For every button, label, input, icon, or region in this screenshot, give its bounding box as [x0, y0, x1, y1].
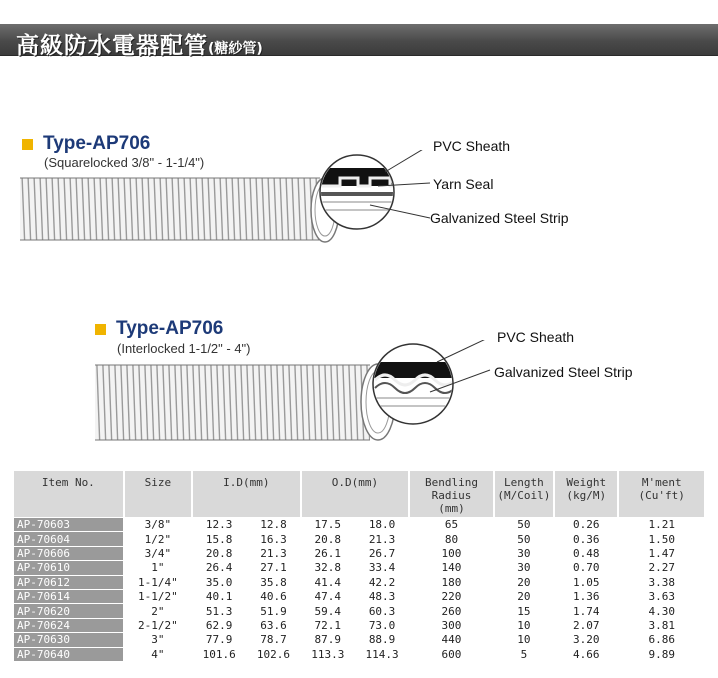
cell-measurement: 1.50 — [648, 532, 675, 546]
cell-id-min: 26.4 — [205, 561, 233, 575]
len-line-2: (M/Coil) — [497, 489, 551, 502]
spec-table — [12, 470, 706, 662]
callout-pvc-sheath-1: PVC Sheath — [433, 138, 511, 154]
cell-weight: 1.74 — [572, 604, 600, 618]
cell-od-max: 114.3 — [365, 647, 399, 661]
cell-id-max: 21.3 — [260, 546, 287, 560]
bend-line-1: Bendling — [424, 476, 478, 489]
cell-od-max: 33.4 — [368, 561, 396, 575]
col-header-od: O.D(mm) — [302, 471, 409, 517]
wt-line-1: Weight — [566, 476, 607, 489]
cell-measurement: 6.86 — [648, 633, 675, 647]
cell-od-min: 113.3 — [311, 647, 345, 661]
bullet-square-icon — [95, 324, 106, 335]
cell-measurement: 4.30 — [648, 604, 675, 618]
cell-weight: 1.05 — [572, 575, 600, 589]
table-row — [14, 633, 704, 646]
cell-size: 1-1/2" — [137, 590, 178, 604]
type-title-1: Type-AP706 — [43, 133, 151, 154]
cell-od-min: 26.1 — [314, 546, 342, 560]
bullet-square-icon — [22, 139, 33, 150]
cell-length: 30 — [517, 561, 531, 575]
page-subtitle: (糖紗管) — [208, 41, 263, 57]
cell-length: 15 — [517, 604, 531, 618]
type-title-2: Type-AP706 — [116, 318, 224, 339]
cell-measurement: 3.38 — [648, 575, 675, 589]
cell-weight: 0.48 — [572, 546, 600, 560]
cell-item-no: AP-70630 — [14, 633, 123, 646]
mm-line-1: M'ment — [641, 476, 682, 489]
cell-id-min: 12.3 — [205, 518, 233, 532]
cell-bending-radius: 300 — [441, 618, 462, 632]
cell-id-min: 77.9 — [205, 633, 233, 647]
cell-id-max: 102.6 — [256, 647, 291, 661]
cell-weight: 3.20 — [572, 633, 600, 647]
cell-item-no: AP-70624 — [14, 619, 123, 632]
cell-item-no: AP-70604 — [14, 532, 123, 545]
type-desc-2: (Interlocked 1-1/2" - 4") — [117, 341, 251, 356]
cell-size: 3" — [151, 633, 165, 647]
cell-bending-radius: 440 — [441, 633, 462, 647]
cell-bending-radius: 220 — [441, 590, 462, 604]
cell-id-min: 62.9 — [205, 618, 233, 632]
cell-length: 10 — [517, 618, 531, 632]
col-header-item: Item No. — [14, 471, 123, 517]
cell-id-max: 12.8 — [260, 518, 287, 532]
callout-pvc-sheath-2: PVC Sheath — [497, 329, 575, 345]
cell-size: 3/8" — [144, 518, 172, 532]
cell-od-max: 21.3 — [368, 532, 396, 546]
cell-size: 2" — [151, 604, 165, 618]
type-desc-1: (Squarelocked 3/8" - 1-1/4") — [44, 155, 205, 170]
cell-length: 10 — [517, 633, 531, 647]
spec-table-body — [14, 518, 704, 661]
table-header-row — [14, 471, 704, 517]
mm-line-2: (Cu'ft) — [638, 489, 685, 502]
cell-size: 1" — [151, 561, 165, 575]
table-row — [14, 561, 704, 574]
type-heading-2 — [95, 318, 223, 340]
cell-id-min: 40.1 — [205, 590, 233, 604]
cell-od-min: 20.8 — [314, 532, 342, 546]
cell-id-min: 101.6 — [202, 647, 236, 661]
col-header-weight — [555, 471, 617, 517]
cell-item-no: AP-70612 — [14, 576, 123, 589]
table-row — [14, 576, 704, 589]
cell-od-max: 88.9 — [368, 633, 396, 647]
cell-bending-radius: 180 — [441, 575, 462, 589]
cell-length: 50 — [517, 518, 531, 532]
cell-item-no: AP-70606 — [14, 547, 123, 560]
cell-length: 20 — [517, 575, 531, 589]
callout-steel-strip-1: Galvanized Steel Strip — [430, 210, 569, 226]
cell-measurement: 9.89 — [648, 647, 675, 661]
cell-id-min: 20.8 — [205, 546, 233, 560]
cell-id-min: 51.3 — [205, 604, 233, 618]
cell-od-max: 26.7 — [368, 546, 396, 560]
cell-id-max: 40.6 — [260, 590, 287, 604]
cell-size: 3/4" — [144, 546, 172, 560]
cell-length: 20 — [517, 590, 531, 604]
cell-od-max: 48.3 — [368, 590, 396, 604]
col-header-bending-radius — [410, 471, 492, 517]
page-title-text: 高級防水電器配管 — [16, 33, 208, 59]
cell-weight: 0.36 — [572, 532, 600, 546]
cell-measurement: 1.47 — [648, 546, 675, 560]
cell-bending-radius: 100 — [441, 546, 462, 560]
cell-length: 5 — [520, 647, 528, 661]
cell-id-min: 35.0 — [205, 575, 233, 589]
cell-bending-radius: 600 — [441, 647, 462, 661]
pipe-diagram-interlocked — [95, 340, 575, 450]
header-bar — [0, 24, 718, 59]
cell-size: 4" — [151, 647, 165, 661]
cell-od-max: 42.2 — [368, 575, 396, 589]
cell-bending-radius: 80 — [444, 532, 459, 546]
col-header-length — [495, 471, 553, 517]
cell-od-max: 18.0 — [368, 518, 396, 532]
table-row — [14, 648, 704, 661]
table-row — [14, 604, 704, 617]
cell-weight: 4.66 — [572, 647, 600, 661]
cell-bending-radius: 260 — [441, 604, 462, 618]
cell-weight: 1.36 — [572, 590, 600, 604]
callout-steel-strip-2: Galvanized Steel Strip — [494, 364, 633, 380]
cell-id-max: 78.7 — [260, 633, 287, 647]
cell-size: 2-1/2" — [137, 618, 178, 632]
cell-weight: 0.26 — [572, 518, 600, 532]
bend-line-2: Radius — [431, 489, 472, 502]
cell-length: 30 — [517, 546, 531, 560]
col-header-size: Size — [125, 471, 191, 517]
cell-od-min: 17.5 — [314, 518, 342, 532]
page-title — [16, 27, 263, 60]
wt-line-2: (kg/M) — [566, 489, 607, 502]
table-row — [14, 518, 704, 531]
table-row — [14, 547, 704, 560]
cell-od-min: 59.4 — [314, 604, 342, 618]
pipe-diagram-squarelocked — [20, 150, 580, 250]
cell-item-no: AP-70614 — [14, 590, 123, 603]
col-header-id: I.D(mm) — [193, 471, 300, 517]
cell-id-max: 35.8 — [260, 575, 287, 589]
cell-od-max: 73.0 — [368, 618, 396, 632]
cell-item-no: AP-70640 — [14, 648, 123, 661]
cell-od-max: 60.3 — [368, 604, 396, 618]
cell-size: 1/2" — [144, 532, 172, 546]
callout-yarn-seal: Yarn Seal — [433, 176, 494, 192]
cell-weight: 0.70 — [572, 561, 600, 575]
cell-od-min: 41.4 — [314, 575, 342, 589]
cell-id-max: 16.3 — [260, 532, 287, 546]
cell-od-min: 87.9 — [314, 633, 342, 647]
cell-item-no: AP-70610 — [14, 561, 123, 574]
cell-od-min: 47.4 — [314, 590, 342, 604]
cell-measurement: 2.27 — [648, 561, 675, 575]
cell-weight: 2.07 — [572, 618, 600, 632]
col-header-measurement — [619, 471, 704, 517]
cell-id-max: 63.6 — [260, 618, 287, 632]
table-row — [14, 619, 704, 632]
cell-bending-radius: 140 — [441, 561, 462, 575]
cell-id-min: 15.8 — [205, 532, 233, 546]
cell-measurement: 3.81 — [648, 618, 675, 632]
cell-item-no: AP-70620 — [14, 604, 123, 617]
cell-measurement: 3.63 — [648, 590, 675, 604]
cell-length: 50 — [517, 532, 531, 546]
table-row — [14, 532, 704, 545]
cell-id-max: 27.1 — [260, 561, 287, 575]
len-line-1: Length — [504, 476, 544, 489]
cell-od-min: 32.8 — [314, 561, 342, 575]
cell-id-max: 51.9 — [260, 604, 287, 618]
bend-line-3: (mm) — [438, 502, 465, 515]
cell-measurement: 1.21 — [648, 518, 675, 532]
cell-bending-radius: 65 — [444, 518, 459, 532]
cell-od-min: 72.1 — [314, 618, 342, 632]
table-row — [14, 590, 704, 603]
cell-size: 1-1/4" — [137, 575, 178, 589]
cell-item-no: AP-70603 — [14, 518, 123, 531]
